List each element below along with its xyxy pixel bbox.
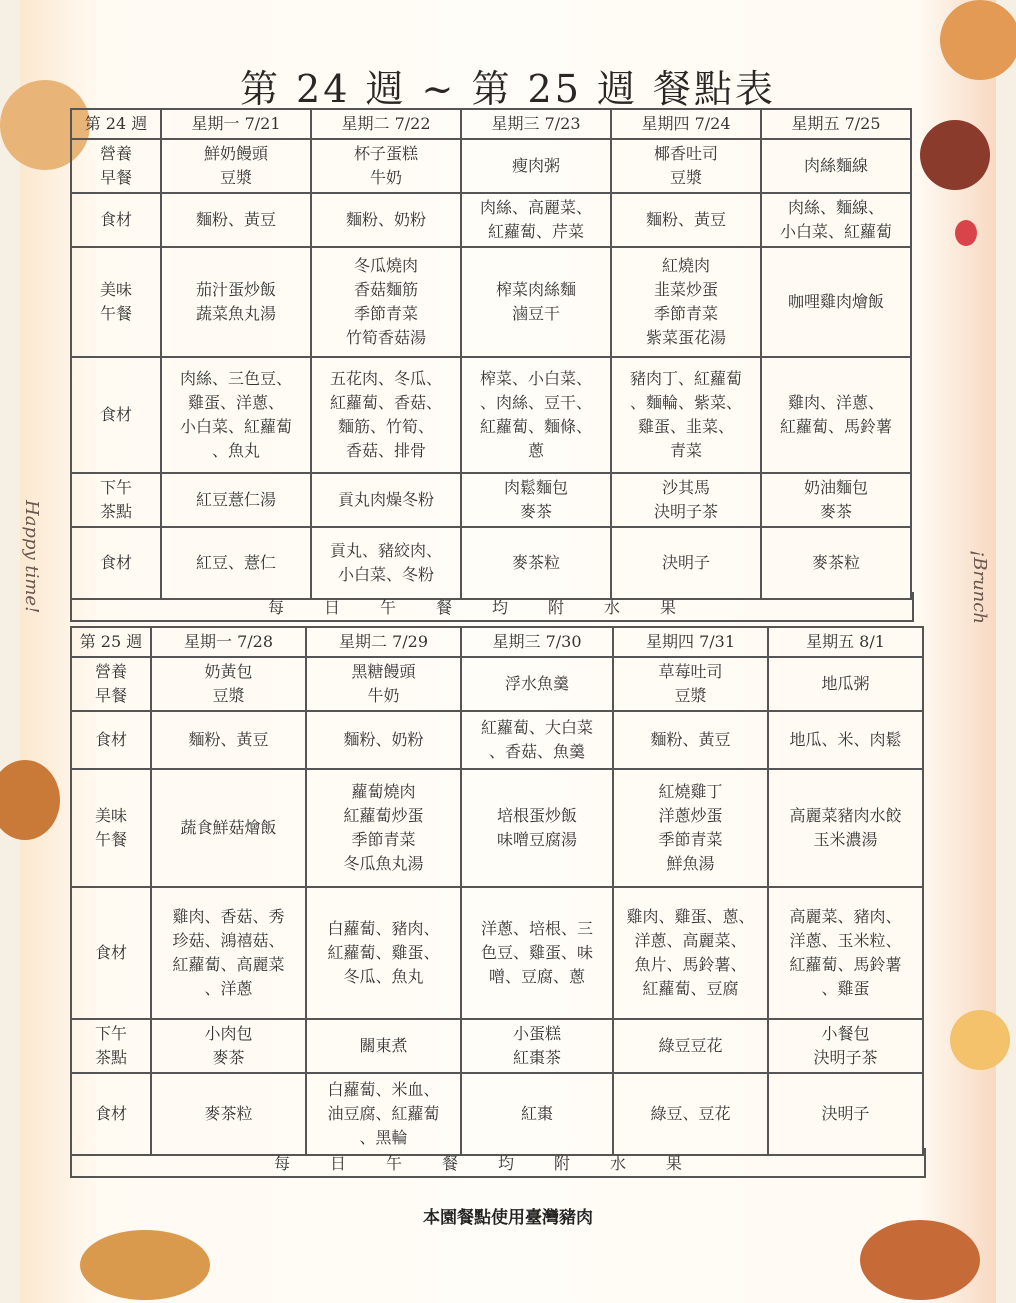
menu-cell: 麥茶粒 <box>461 527 611 599</box>
table-row-snack-ingredients <box>71 527 911 599</box>
menu-cell: 雞肉、雞蛋、蔥、 洋蔥、高麗菜、 魚片、馬鈴薯、 紅蘿蔔、豆腐 <box>613 887 768 1019</box>
menu-cell: 麥茶粒 <box>761 527 911 599</box>
row-label: 食材 <box>71 887 151 1019</box>
table-row-breakfast-ingredients <box>71 193 911 247</box>
menu-cell: 草莓吐司 豆漿 <box>613 657 768 711</box>
decoration-burger-icon <box>80 1230 210 1300</box>
menu-cell: 小餐包 決明子茶 <box>768 1019 923 1073</box>
menu-cell: 綠豆豆花 <box>613 1019 768 1073</box>
menu-cell: 貢丸、豬絞肉、 小白菜、冬粉 <box>311 527 461 599</box>
menu-cell: 麵粉、黃豆 <box>613 711 768 769</box>
menu-cell: 榨菜、小白菜、 、肉絲、豆干、 紅蘿蔔、麵條、 蔥 <box>461 357 611 473</box>
table-row-lunch-ingredients <box>71 887 923 1019</box>
menu-cell: 豬肉丁、紅蘿蔔 、麵輪、紫菜、 雞蛋、韭菜、 青菜 <box>611 357 761 473</box>
footer-note: 本園餐點使用臺灣豬肉 <box>423 1208 593 1228</box>
menu-cell: 高麗菜豬肉水餃 玉米濃湯 <box>768 769 923 887</box>
menu-cell: 綠豆、豆花 <box>613 1073 768 1155</box>
day-header: 星期五 8/1 <box>768 627 923 657</box>
menu-cell: 黑糖饅頭 牛奶 <box>306 657 461 711</box>
menu-cell: 地瓜、米、肉鬆 <box>768 711 923 769</box>
row-label: 營養 早餐 <box>71 139 161 193</box>
menu-cell: 瘦肉粥 <box>461 139 611 193</box>
day-header: 星期三 7/30 <box>461 627 613 657</box>
menu-cell: 麵粉、黃豆 <box>161 193 311 247</box>
menu-cell: 小肉包 麥茶 <box>151 1019 306 1073</box>
table-row-breakfast <box>71 657 923 711</box>
menu-cell: 榨菜肉絲麵 滷豆干 <box>461 247 611 357</box>
day-header: 星期二 7/22 <box>311 109 461 139</box>
table-row-snack-ingredients <box>71 1073 923 1155</box>
row-label: 食材 <box>71 357 161 473</box>
row-label: 食材 <box>71 193 161 247</box>
menu-cell: 咖哩雞肉燴飯 <box>761 247 911 357</box>
day-header: 星期一 7/28 <box>151 627 306 657</box>
decoration-cake-icon <box>950 1010 1010 1070</box>
menu-cell: 培根蛋炒飯 味噌豆腐湯 <box>461 769 613 887</box>
menu-cell: 高麗菜、豬肉、 洋蔥、玉米粒、 紅蘿蔔、馬鈴薯 、雞蛋 <box>768 887 923 1019</box>
menu-cell: 貢丸肉燥冬粉 <box>311 473 461 527</box>
row-label: 下午 茶點 <box>71 473 161 527</box>
menu-cell: 肉絲、高麗菜、 紅蘿蔔、芹菜 <box>461 193 611 247</box>
menu-cell: 白蘿蔔、豬肉、 紅蘿蔔、雞蛋、 冬瓜、魚丸 <box>306 887 461 1019</box>
menu-cell: 肉鬆麵包 麥茶 <box>461 473 611 527</box>
day-header: 星期一 7/21 <box>161 109 311 139</box>
table-row-snack <box>71 1019 923 1073</box>
menu-cell: 決明子 <box>611 527 761 599</box>
day-header: 星期四 7/24 <box>611 109 761 139</box>
menu-cell: 鮮奶饅頭 豆漿 <box>161 139 311 193</box>
table-row-breakfast <box>71 139 911 193</box>
week-label: 第 24 週 <box>71 109 161 139</box>
menu-cell: 決明子 <box>768 1073 923 1155</box>
week25-fruit-note: 每日午餐均附水果 <box>70 1148 926 1178</box>
menu-cell: 麵粉、黃豆 <box>611 193 761 247</box>
decoration-donut-icon <box>920 120 990 190</box>
menu-cell: 冬瓜燒肉 香菇麵筋 季節青菜 竹筍香菇湯 <box>311 247 461 357</box>
week24-header-row <box>71 109 911 139</box>
day-header: 星期四 7/31 <box>613 627 768 657</box>
row-label: 營養 早餐 <box>71 657 151 711</box>
menu-cell: 紅棗 <box>461 1073 613 1155</box>
day-header: 星期三 7/23 <box>461 109 611 139</box>
menu-cell: 紅豆、薏仁 <box>161 527 311 599</box>
row-label: 食材 <box>71 711 151 769</box>
menu-cell: 雞肉、洋蔥、 紅蘿蔔、馬鈴薯 <box>761 357 911 473</box>
menu-cell: 麵粉、奶粉 <box>306 711 461 769</box>
day-header: 星期二 7/29 <box>306 627 461 657</box>
day-header: 星期五 7/25 <box>761 109 911 139</box>
menu-cell: 肉絲麵線 <box>761 139 911 193</box>
decoration-bowl-icon <box>860 1220 980 1300</box>
decoration-pretzel-icon <box>0 760 60 840</box>
page-title: 第 24 週 ~ 第 25 週 餐點表 <box>239 67 777 111</box>
menu-cell: 杯子蛋糕 牛奶 <box>311 139 461 193</box>
menu-cell: 關東煮 <box>306 1019 461 1073</box>
row-label: 美味 午餐 <box>71 769 151 887</box>
table-row-breakfast-ingredients <box>71 711 923 769</box>
menu-cell: 麵粉、黃豆 <box>151 711 306 769</box>
table-row-lunch-ingredients <box>71 357 911 473</box>
week25-header-row <box>71 627 923 657</box>
week24-fruit-note: 每日午餐均附水果 <box>70 592 914 622</box>
row-label: 食材 <box>71 1073 151 1155</box>
menu-cell: 紅豆薏仁湯 <box>161 473 311 527</box>
menu-cell: 椰香吐司 豆漿 <box>611 139 761 193</box>
menu-cell: 紅燒肉 韭菜炒蛋 季節青菜 紫菜蛋花湯 <box>611 247 761 357</box>
menu-cell: 奶油麵包 麥茶 <box>761 473 911 527</box>
side-text-right: ¡Brunch <box>969 550 990 624</box>
row-label: 下午 茶點 <box>71 1019 151 1073</box>
menu-cell: 小蛋糕 紅棗茶 <box>461 1019 613 1073</box>
menu-cell: 浮水魚羹 <box>461 657 613 711</box>
row-label: 美味 午餐 <box>71 247 161 357</box>
week24-table <box>70 108 912 600</box>
menu-cell: 沙其馬 決明子茶 <box>611 473 761 527</box>
menu-cell: 雞肉、香菇、秀 珍菇、鴻禧菇、 紅蘿蔔、高麗菜 、洋蔥 <box>151 887 306 1019</box>
menu-cell: 蔬食鮮菇燴飯 <box>151 769 306 887</box>
week-label: 第 25 週 <box>71 627 151 657</box>
menu-cell: 洋蔥、培根、三 色豆、雞蛋、味 噌、豆腐、蔥 <box>461 887 613 1019</box>
menu-cell: 五花肉、冬瓜、 紅蘿蔔、香菇、 麵筋、竹筍、 香菇、排骨 <box>311 357 461 473</box>
menu-cell: 紅燒雞丁 洋蔥炒蛋 季節青菜 鮮魚湯 <box>613 769 768 887</box>
menu-cell: 麥茶粒 <box>151 1073 306 1155</box>
decoration-strawberry-icon <box>955 220 977 246</box>
row-label: 食材 <box>71 527 161 599</box>
menu-cell: 茄汁蛋炒飯 蔬菜魚丸湯 <box>161 247 311 357</box>
table-row-lunch <box>71 769 923 887</box>
menu-cell: 肉絲、麵線、 小白菜、紅蘿蔔 <box>761 193 911 247</box>
menu-cell: 麵粉、奶粉 <box>311 193 461 247</box>
side-text-left: Happy time! <box>21 500 42 614</box>
menu-cell: 奶黃包 豆漿 <box>151 657 306 711</box>
menu-cell: 肉絲、三色豆、 雞蛋、洋蔥、 小白菜、紅蘿蔔 、魚丸 <box>161 357 311 473</box>
menu-cell: 蘿蔔燒肉 紅蘿蔔炒蛋 季節青菜 冬瓜魚丸湯 <box>306 769 461 887</box>
table-row-snack <box>71 473 911 527</box>
menu-cell: 地瓜粥 <box>768 657 923 711</box>
table-row-lunch <box>71 247 911 357</box>
menu-cell: 白蘿蔔、米血、 油豆腐、紅蘿蔔 、黑輪 <box>306 1073 461 1155</box>
week25-table <box>70 626 924 1156</box>
menu-cell: 紅蘿蔔、大白菜 、香菇、魚羹 <box>461 711 613 769</box>
